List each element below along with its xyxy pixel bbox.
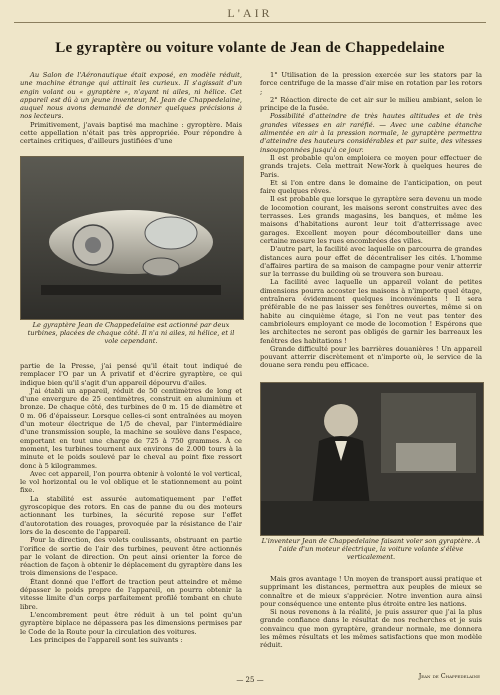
inventor-photo xyxy=(260,382,484,536)
paragraph: La stabilité est assurée automatiquement par l'effet gyroscopique des rotors. En cas de panne du ou des moteurs actionnant les turbines, la sécurité repose sur l'effet d'autorotation des rouages, provoquée par la résistance de l'air lors de la descente de l'appareil. xyxy=(20,494,242,536)
paragraph: D'autre part, la facilité avec laquelle on parcourra de grandes distances aura pour effet de décentraliser les cités. L'homme d'affaires partira de sa maison de campagne pour venir atterrir sur la terrasse du building où se trouvera son bureau. xyxy=(260,245,482,279)
gyraptere-photo xyxy=(20,156,244,320)
left-column-top xyxy=(20,71,242,146)
paragraph: Et si l'on entre dans le domaine de l'anticipation, on peut faire quelques rêves. xyxy=(260,178,482,196)
paragraph: Il est probable que lorsque le gyraptère sera devenu un mode de locomotion courant, les maisons seront construites avec des terrasses. Les grands magasins, les banques, et même les maisons d'habitations auront leur toit d'atterrissage avec garages. Excellent moyen pour décombouteiller dans une certaine mesure les rues encombrées des villes. xyxy=(260,195,482,245)
photo-caption: Le gyraptère Jean de Chappedelaine est actionné par deux turbines, placées de chaque côté. Il n'a ni ailes, ni hélice, et il vole cependant. xyxy=(27,321,235,345)
right-column-bottom xyxy=(260,575,482,650)
inventor-illustration xyxy=(261,383,483,535)
magazine-logo: L'AIR xyxy=(227,6,273,20)
author-signature: Jean de Chappedelaine xyxy=(418,672,480,680)
paragraph: Primitivement, j'avais baptisé ma machine : gyroptère. Mais cette appellation n'était pas très appropriée. Pour répondre à certaines critiques, d'ailleurs justifiées d'une xyxy=(20,120,242,146)
photo-caption: L'inventeur Jean de Chappedelaine faisant voler son gyraptère. À l'aide d'un moteur électrique, la voiture volante s'élève verticalement. xyxy=(261,537,481,561)
paragraph: 1° Utilisation de la pression exercée sur les stators par la force centrifuge de la masse d'air mise en rotation par les rotors ; xyxy=(260,71,482,96)
left-column-bottom xyxy=(20,362,242,644)
paragraph: L'encombrement peut être réduit à un tel point qu'un gyraptère biplace ne dépassera pas les dimensions permises par le Code de la Route pour la circulation des voitures. xyxy=(20,610,242,636)
right-column-top xyxy=(260,71,482,370)
paragraph: partie de la Presse, j'ai pensé qu'il était tout indiqué de remplacer l'O par un A privatif et d'écrire gyraptère, ce qui indique bien qu'il s'agit d'un appareil dépourvu d'ailes. xyxy=(20,362,242,387)
gyraptere-illustration xyxy=(21,157,243,319)
paragraph: Pour la direction, des volets coulissants, obstruant en partie l'orifice de sortie de l'air des turbines, peuvent être actionnés par le volant de direction. On peut ainsi orienter la force de réaction de façon à obtenir le déplacement du gyraptère dans les trois dimensions de l'espace. xyxy=(20,536,242,578)
paragraph: Si nous revenons à la réalité, je puis assurer que j'ai la plus grande confiance dans le résultat de nos recherches et je suis convaincu que mon gyraptère, grandeur normale, me donnera les mêmes résultats et les mêmes satisfactions que mon modèle réduit. xyxy=(260,608,482,650)
paragraph: Il est probable qu'on emploiera ce moyen pour effectuer de grands trajets. Cela mettrait New-York à quelques heures de Paris. xyxy=(260,153,482,179)
article-title: Le gyraptère ou voiture volante de Jean de Chappedelaine xyxy=(55,40,445,56)
page-number: — 25 — xyxy=(236,676,264,684)
paragraph: Étant donné que l'effort de traction peut atteindre et même dépasser le poids propre de l'appareil, on pourra obtenir la vitesse limite d'un corps parfaitement profilé tombant en chute libre. xyxy=(20,577,242,611)
paragraph: Grande difficulté pour les barrières douanières ! Un appareil pouvant atterrir discrètement et n'importe où, le service de la douane sera rendu peu efficace. xyxy=(260,344,482,370)
intro-paragraph: Au Salon de l'Aéronautique était exposé, en modèle réduit, une machine étrange qui attirait les curieux. Il s'agissait d'un engin volant ou « gyraptère », n'ayant ni ailes, ni hélice. Cet appareil est dû à un jeune inventeur, M. Jean de Chappedelaine, auquel nous avons demandé de donner quelques précisions à nos lecteurs. xyxy=(20,71,242,121)
paragraph: 2° Réaction directe de cet air sur le milieu ambiant, selon le principe de la fusée. xyxy=(260,95,482,113)
paragraph: Mais gros avantage ! Un moyen de transport aussi pratique et supprimant les distances, permettra aux peuples de mieux se connaître et de mieux s'apprécier. Notre invention aura ainsi pour conséquence une entente plus étroite entre les nations. xyxy=(260,575,482,608)
header-rule xyxy=(14,22,486,23)
paragraph: La facilité avec laquelle un appareil volant de petites dimensions pourra accoster les maisons à n'importe quel étage, entraînera évidemment quelques inconvénients ! Il sera préférable de ne pas laisser ses fenêtres ouvertes, même si on habite au cinquième étage, si l'on ne veut pas tenter des cambrioleurs employant ce mode de locomotion ! Espérons que les architectes ne seront pas obligés de garnir les barreaux les fenêtres des habitations ! xyxy=(260,278,482,345)
paragraph: Possibilité d'atteindre de très hautes altitudes et de très grandes vitesses en air raréfié. — Avec une cabine étanche alimentée en air à la pression normale, le gyraptère permettra d'atteindre des hauteurs considérables et par suite, des vitesses insoupçonnées jusqu'à ce jour. xyxy=(260,112,482,154)
paragraph: Les principes de l'appareil sont les suivants : xyxy=(30,635,183,644)
paragraph: J'ai établi un appareil, réduit de 50 centimètres de long et d'une envergure de 25 centimètres, construit en aluminium et bronze. De chaque côté, des turbines de 0 m. 15 de diamètre et 0 m. 06 d'épaisseur. Lorsque celles-ci sont entraînées au moyen d'un moteur électrique de 1/5 de cheval, par l'intermédiaire d'une transmission souple, la machine se soulève dans l'espace, emportant en tout une charge de 725 à 750 grammes. À ce moment, les turbines tournent aux environs de 2.000 tours à la minute et le poids soulevé par le cheval au point fixe ressort donc à 5 kilogrammes. xyxy=(20,386,242,470)
paragraph: Avec cet appareil, l'on pourra obtenir à volonté le vol vertical, le vol horizontal ou le vol oblique et le stationnement au point fixe. xyxy=(20,469,242,495)
